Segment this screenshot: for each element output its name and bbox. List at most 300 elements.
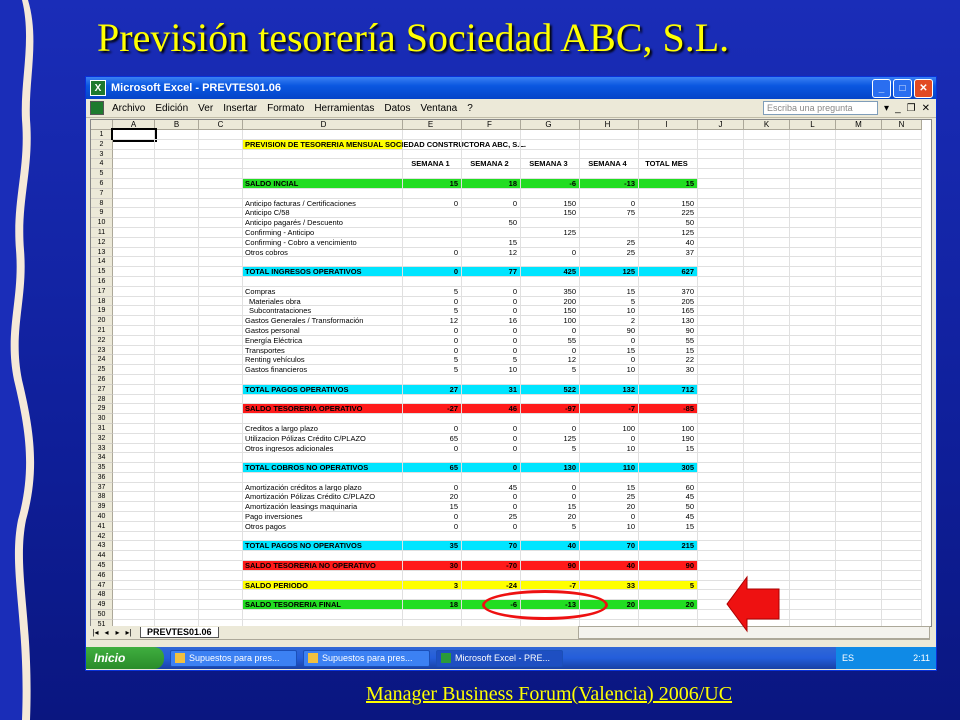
cell[interactable]	[113, 267, 155, 277]
cell[interactable]: 15	[580, 287, 639, 297]
cell[interactable]: 215	[639, 541, 698, 551]
cell[interactable]	[698, 453, 744, 463]
cell[interactable]	[113, 532, 155, 542]
cell[interactable]	[199, 571, 243, 581]
row-number[interactable]: 42	[91, 532, 113, 542]
cell[interactable]: 70	[580, 541, 639, 551]
cell[interactable]	[199, 179, 243, 189]
cell[interactable]: 150	[521, 306, 580, 316]
cell[interactable]	[521, 140, 580, 150]
cell[interactable]: Creditos a largo plazo	[243, 424, 403, 434]
column-header[interactable]: G	[521, 120, 580, 130]
cell[interactable]: 200	[521, 297, 580, 307]
cell[interactable]: 55	[521, 336, 580, 346]
cell[interactable]: Transportes	[243, 346, 403, 356]
cell[interactable]	[744, 444, 790, 454]
cell[interactable]: Otros cobros	[243, 248, 403, 258]
column-header[interactable]: K	[744, 120, 790, 130]
cell[interactable]: 90	[639, 561, 698, 571]
cell[interactable]	[639, 169, 698, 179]
row-number[interactable]: 27	[91, 385, 113, 395]
cell[interactable]: 20	[403, 492, 462, 502]
cell[interactable]	[113, 228, 155, 238]
start-button[interactable]: Inicio	[86, 647, 164, 669]
cell[interactable]	[199, 130, 243, 140]
cell[interactable]: 350	[521, 287, 580, 297]
cell[interactable]	[199, 444, 243, 454]
cell[interactable]: 150	[521, 199, 580, 209]
cell[interactable]	[790, 355, 836, 365]
cell[interactable]	[155, 561, 199, 571]
cell[interactable]	[462, 169, 521, 179]
cell[interactable]	[199, 228, 243, 238]
cell[interactable]: 45	[639, 512, 698, 522]
cell[interactable]: -6	[521, 179, 580, 189]
column-header[interactable]: J	[698, 120, 744, 130]
cell[interactable]	[521, 257, 580, 267]
cell[interactable]: 45	[462, 483, 521, 493]
cell[interactable]	[155, 473, 199, 483]
menu-datos[interactable]: Datos	[384, 102, 411, 114]
cell[interactable]: 46	[462, 404, 521, 414]
cell[interactable]	[199, 483, 243, 493]
cell[interactable]: 0	[462, 346, 521, 356]
cell[interactable]: Gastos personal	[243, 326, 403, 336]
row-number[interactable]: 41	[91, 522, 113, 532]
cell[interactable]	[113, 257, 155, 267]
cell[interactable]	[744, 159, 790, 169]
cell[interactable]	[155, 297, 199, 307]
cell[interactable]: 40	[639, 238, 698, 248]
cell[interactable]	[698, 218, 744, 228]
cell[interactable]	[698, 512, 744, 522]
cell[interactable]: 0	[403, 326, 462, 336]
cell[interactable]: SEMANA 1	[403, 159, 462, 169]
cell[interactable]: Utilizacion Pólizas Crédito C/PLAZO	[243, 434, 403, 444]
cell[interactable]	[882, 610, 922, 620]
cell[interactable]: 130	[639, 316, 698, 326]
row-number[interactable]: 20	[91, 316, 113, 326]
cell[interactable]	[882, 453, 922, 463]
workbook-icon[interactable]	[90, 101, 104, 115]
column-header[interactable]: F	[462, 120, 521, 130]
cell[interactable]: 45	[639, 492, 698, 502]
cell[interactable]	[113, 140, 155, 150]
row-number[interactable]: 28	[91, 395, 113, 405]
cell[interactable]: 0	[521, 483, 580, 493]
row-number[interactable]: 46	[91, 571, 113, 581]
cell[interactable]	[243, 159, 403, 169]
cell[interactable]: PREVISION DE TESORERIA MENSUAL SOCIEDAD CONSTRUCTORA ABC, S.L.	[245, 139, 526, 149]
cell[interactable]	[698, 444, 744, 454]
cell[interactable]: TOTAL MES	[639, 159, 698, 169]
cell[interactable]	[698, 267, 744, 277]
cell[interactable]	[882, 551, 922, 561]
cell[interactable]	[836, 444, 882, 454]
cell[interactable]	[155, 502, 199, 512]
cell[interactable]	[698, 483, 744, 493]
cell[interactable]	[836, 473, 882, 483]
cell[interactable]	[882, 316, 922, 326]
cell[interactable]	[199, 238, 243, 248]
column-header[interactable]: A	[113, 120, 155, 130]
cell[interactable]: 90	[521, 561, 580, 571]
cell[interactable]	[836, 610, 882, 620]
cell[interactable]: 100	[580, 424, 639, 434]
next-sheet-icon[interactable]: ▸	[115, 628, 120, 637]
cell[interactable]: 65	[403, 463, 462, 473]
cell[interactable]: 30	[639, 365, 698, 375]
cell[interactable]	[882, 424, 922, 434]
cell[interactable]: Amortización leasings maquinaria	[243, 502, 403, 512]
cell[interactable]	[462, 208, 521, 218]
cell[interactable]	[580, 551, 639, 561]
cell[interactable]: 0	[521, 492, 580, 502]
cell[interactable]	[403, 532, 462, 542]
row-number[interactable]: 26	[91, 375, 113, 385]
cell[interactable]	[199, 306, 243, 316]
cell[interactable]	[744, 404, 790, 414]
cell[interactable]	[836, 189, 882, 199]
cell[interactable]	[155, 199, 199, 209]
cell[interactable]	[199, 551, 243, 561]
cell[interactable]	[698, 228, 744, 238]
cell[interactable]	[521, 473, 580, 483]
row-number[interactable]: 23	[91, 346, 113, 356]
cell[interactable]	[199, 404, 243, 414]
cell[interactable]	[403, 208, 462, 218]
cell[interactable]	[199, 150, 243, 160]
cell[interactable]	[243, 532, 403, 542]
cell[interactable]	[199, 267, 243, 277]
cell[interactable]	[698, 189, 744, 199]
cell[interactable]	[698, 424, 744, 434]
cell[interactable]	[113, 512, 155, 522]
cell[interactable]	[790, 277, 836, 287]
cell[interactable]	[580, 228, 639, 238]
cell[interactable]	[199, 248, 243, 258]
cell[interactable]: 0	[403, 199, 462, 209]
cell[interactable]	[580, 453, 639, 463]
cell[interactable]	[744, 385, 790, 395]
cell[interactable]: 50	[462, 218, 521, 228]
cell[interactable]	[790, 532, 836, 542]
minimize-button[interactable]: _	[872, 79, 891, 98]
cell[interactable]: 5	[462, 355, 521, 365]
cell[interactable]	[155, 326, 199, 336]
cell[interactable]: 15	[639, 179, 698, 189]
last-sheet-icon[interactable]: ▸|	[125, 628, 132, 637]
cell[interactable]	[882, 208, 922, 218]
row-number[interactable]: 31	[91, 424, 113, 434]
prev-sheet-icon[interactable]: ◂	[104, 628, 109, 637]
cell[interactable]	[580, 532, 639, 542]
cell[interactable]	[113, 395, 155, 405]
cell[interactable]	[744, 189, 790, 199]
cell[interactable]	[521, 375, 580, 385]
cell[interactable]: 205	[639, 297, 698, 307]
cell[interactable]	[790, 453, 836, 463]
cell[interactable]	[113, 208, 155, 218]
cell[interactable]: 18	[462, 179, 521, 189]
cell[interactable]	[199, 287, 243, 297]
cell[interactable]: 0	[403, 346, 462, 356]
cell[interactable]: 0	[462, 297, 521, 307]
cell[interactable]	[790, 140, 836, 150]
cell[interactable]	[882, 199, 922, 209]
cell[interactable]: 225	[639, 208, 698, 218]
cell[interactable]	[113, 326, 155, 336]
cell[interactable]	[113, 492, 155, 502]
cell[interactable]	[790, 130, 836, 140]
cell[interactable]: -7	[521, 581, 580, 591]
cell[interactable]	[155, 257, 199, 267]
row-number[interactable]: 2	[91, 140, 113, 150]
cell[interactable]	[744, 130, 790, 140]
cell[interactable]: 15	[580, 483, 639, 493]
cell[interactable]	[698, 414, 744, 424]
cell[interactable]	[521, 150, 580, 160]
cell[interactable]: 25	[580, 238, 639, 248]
cell[interactable]	[639, 571, 698, 581]
cell[interactable]	[155, 248, 199, 258]
cell[interactable]	[790, 492, 836, 502]
cell[interactable]: -24	[462, 581, 521, 591]
cell[interactable]: 0	[403, 297, 462, 307]
row-number[interactable]: 51	[91, 620, 113, 627]
cell[interactable]	[698, 355, 744, 365]
cell[interactable]: 0	[462, 306, 521, 316]
cell[interactable]	[199, 218, 243, 228]
cell[interactable]: 125	[521, 434, 580, 444]
cell[interactable]	[882, 248, 922, 258]
row-number[interactable]: 38	[91, 492, 113, 502]
column-header[interactable]: D	[243, 120, 403, 130]
row-number[interactable]: 14	[91, 257, 113, 267]
cell[interactable]	[521, 218, 580, 228]
row-number[interactable]: 36	[91, 473, 113, 483]
cell[interactable]	[836, 590, 882, 600]
cell[interactable]	[882, 179, 922, 189]
cell[interactable]: 100	[639, 424, 698, 434]
row-number[interactable]: 6	[91, 179, 113, 189]
row-number[interactable]: 45	[91, 561, 113, 571]
cell[interactable]	[199, 581, 243, 591]
cell[interactable]	[580, 189, 639, 199]
cell[interactable]	[790, 326, 836, 336]
cell[interactable]	[882, 218, 922, 228]
cell[interactable]	[155, 395, 199, 405]
cell[interactable]: 522	[521, 385, 580, 395]
cell[interactable]: 50	[639, 502, 698, 512]
cell[interactable]: 125	[521, 228, 580, 238]
cell[interactable]	[155, 306, 199, 316]
cell[interactable]	[882, 297, 922, 307]
column-header[interactable]: L	[790, 120, 836, 130]
cell[interactable]: -85	[639, 404, 698, 414]
cell[interactable]: 0	[521, 326, 580, 336]
menu-insertar[interactable]: Insertar	[223, 102, 258, 114]
cell[interactable]: 0	[521, 424, 580, 434]
cell[interactable]	[836, 150, 882, 160]
cell[interactable]	[744, 267, 790, 277]
cell[interactable]	[462, 571, 521, 581]
cell[interactable]: 20	[521, 512, 580, 522]
cell[interactable]	[155, 277, 199, 287]
column-header[interactable]: H	[580, 120, 639, 130]
cell[interactable]: 25	[580, 492, 639, 502]
cell[interactable]: Energía Eléctrica	[243, 336, 403, 346]
cell[interactable]	[639, 610, 698, 620]
column-header[interactable]: C	[199, 120, 243, 130]
cell[interactable]	[155, 385, 199, 395]
cell[interactable]	[698, 395, 744, 405]
taskbar-item-excel[interactable]: Microsoft Excel - PRE...	[436, 650, 563, 667]
cell[interactable]	[199, 297, 243, 307]
cell[interactable]: 150	[521, 208, 580, 218]
cell[interactable]	[698, 375, 744, 385]
cell[interactable]: 165	[639, 306, 698, 316]
cell[interactable]	[113, 179, 155, 189]
cell[interactable]	[580, 277, 639, 287]
cell[interactable]: Anticipo facturas / Certificaciones	[243, 199, 403, 209]
row-number[interactable]: 1	[91, 130, 113, 140]
cell[interactable]	[521, 532, 580, 542]
cell[interactable]: 425	[521, 267, 580, 277]
cell[interactable]	[882, 541, 922, 551]
cell[interactable]	[882, 502, 922, 512]
cell[interactable]	[790, 316, 836, 326]
cell[interactable]	[113, 444, 155, 454]
cell[interactable]	[199, 257, 243, 267]
cell[interactable]	[790, 306, 836, 316]
cell[interactable]	[882, 532, 922, 542]
cell[interactable]	[882, 355, 922, 365]
cell[interactable]: Otros pagos	[243, 522, 403, 532]
cell[interactable]	[199, 590, 243, 600]
cell[interactable]: 132	[580, 385, 639, 395]
row-number[interactable]: 29	[91, 404, 113, 414]
cell[interactable]	[113, 297, 155, 307]
cell[interactable]	[744, 169, 790, 179]
cell[interactable]: Gastos Generales / Transformación	[243, 316, 403, 326]
cell[interactable]: 0	[403, 267, 462, 277]
cell[interactable]: 5	[580, 297, 639, 307]
cell[interactable]: 22	[639, 355, 698, 365]
cell[interactable]: 0	[580, 434, 639, 444]
cell[interactable]	[462, 257, 521, 267]
cell[interactable]: 40	[521, 541, 580, 551]
cell[interactable]	[790, 561, 836, 571]
cell[interactable]	[155, 434, 199, 444]
menu-ver[interactable]: Ver	[198, 102, 214, 114]
cell[interactable]: 15	[403, 502, 462, 512]
cell[interactable]	[199, 610, 243, 620]
menu-archivo[interactable]: Archivo	[112, 102, 146, 114]
column-header[interactable]: I	[639, 120, 698, 130]
cell[interactable]	[744, 287, 790, 297]
cell[interactable]	[698, 287, 744, 297]
cell[interactable]	[113, 277, 155, 287]
cell[interactable]: 16	[462, 316, 521, 326]
cell[interactable]: 25	[580, 248, 639, 258]
cell[interactable]	[744, 502, 790, 512]
cell[interactable]	[155, 355, 199, 365]
cell[interactable]	[744, 218, 790, 228]
cell[interactable]	[698, 306, 744, 316]
cell[interactable]	[639, 590, 698, 600]
cell[interactable]	[744, 473, 790, 483]
cell[interactable]	[836, 316, 882, 326]
cell[interactable]	[836, 453, 882, 463]
cell[interactable]	[744, 375, 790, 385]
cell[interactable]: 0	[580, 512, 639, 522]
cell[interactable]	[744, 561, 790, 571]
cell[interactable]	[790, 512, 836, 522]
row-number[interactable]: 3	[91, 150, 113, 160]
cell[interactable]: 0	[462, 463, 521, 473]
cell[interactable]	[882, 561, 922, 571]
chevron-down-icon[interactable]: ▾	[884, 102, 890, 114]
cell[interactable]	[199, 277, 243, 287]
cell[interactable]	[403, 277, 462, 287]
cell[interactable]	[243, 453, 403, 463]
menu-help[interactable]: ?	[467, 102, 473, 114]
cell[interactable]: 370	[639, 287, 698, 297]
cell[interactable]	[243, 551, 403, 561]
cell[interactable]: SEMANA 3	[521, 159, 580, 169]
cell[interactable]	[113, 365, 155, 375]
cell[interactable]	[790, 346, 836, 356]
cell[interactable]	[155, 179, 199, 189]
cell[interactable]: 0	[403, 483, 462, 493]
cell[interactable]	[243, 571, 403, 581]
cell[interactable]	[836, 208, 882, 218]
cell[interactable]	[403, 414, 462, 424]
cell[interactable]	[580, 140, 639, 150]
row-number[interactable]: 10	[91, 218, 113, 228]
cell[interactable]	[462, 189, 521, 199]
cell[interactable]	[882, 159, 922, 169]
cell[interactable]	[836, 346, 882, 356]
cell[interactable]: 5	[521, 522, 580, 532]
cell[interactable]	[698, 257, 744, 267]
cell[interactable]	[744, 306, 790, 316]
cell[interactable]	[155, 453, 199, 463]
cell[interactable]	[790, 375, 836, 385]
cell[interactable]: TOTAL COBROS NO OPERATIVOS	[243, 463, 403, 473]
cell[interactable]	[199, 434, 243, 444]
row-number[interactable]: 16	[91, 277, 113, 287]
cell[interactable]: 0	[462, 326, 521, 336]
cell[interactable]	[155, 346, 199, 356]
cell[interactable]	[521, 189, 580, 199]
cell[interactable]	[790, 551, 836, 561]
cell[interactable]: TOTAL PAGOS NO OPERATIVOS	[243, 541, 403, 551]
cell[interactable]	[882, 512, 922, 522]
cell[interactable]	[698, 492, 744, 502]
column-header[interactable]: E	[403, 120, 462, 130]
cell[interactable]	[698, 522, 744, 532]
cell[interactable]	[744, 248, 790, 258]
cell[interactable]: 70	[462, 541, 521, 551]
cell[interactable]	[790, 199, 836, 209]
cell[interactable]	[199, 208, 243, 218]
cell[interactable]	[882, 169, 922, 179]
cell[interactable]	[836, 512, 882, 522]
cell[interactable]	[744, 512, 790, 522]
cell[interactable]	[639, 395, 698, 405]
